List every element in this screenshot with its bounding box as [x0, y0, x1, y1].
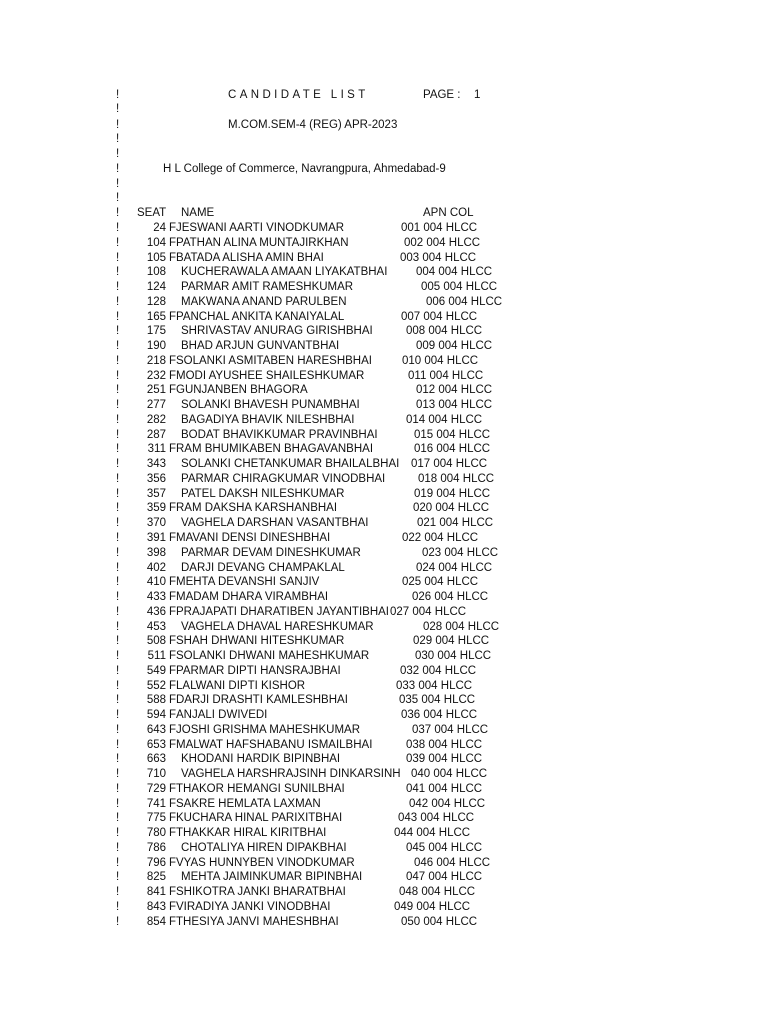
candidate-name: PARMAR DIPTI HANSRAJBHAI: [176, 664, 341, 677]
document-title: CANDIDATE LIST: [228, 89, 369, 101]
gender-marker: F: [169, 650, 177, 662]
candidate-name: KUCHARA HINAL PARIXITBHAI: [176, 812, 343, 825]
margin-mark: !: [116, 841, 120, 854]
apn-col-value: 015 004 HLCC: [414, 428, 491, 441]
apn-col-value: 011 004 HLCC: [408, 369, 484, 382]
margin-mark: !: [116, 103, 120, 115]
apn-col-value: 039 004 HLCC: [406, 753, 483, 766]
table-row: [0, 398, 768, 412]
gender-marker: F: [169, 251, 177, 264]
gender-marker: F: [169, 915, 177, 928]
apn-col-value: 030 004 HLCC: [415, 650, 492, 662]
margin-mark: !: [116, 738, 120, 751]
seat-number: 277: [146, 399, 166, 412]
candidate-name: MALWAT HAFSHABANU ISMAILBHAI: [176, 738, 373, 751]
candidate-name: DARJI DRASHTI KAMLESHBHAI: [176, 694, 348, 707]
candidate-name: SAKRE HEMLATA LAXMAN: [176, 797, 321, 810]
table-row: [0, 664, 768, 678]
candidate-name: THAKOR HEMANGI SUNILBHAI: [176, 782, 345, 795]
margin-mark: !: [116, 148, 120, 160]
gender-marker: F: [169, 354, 177, 367]
seat-number: 653: [146, 738, 166, 751]
candidate-name: BODAT BHAVIKKUMAR PRAVINBHAI: [181, 428, 378, 441]
table-row: [0, 324, 768, 338]
candidate-name: PATEL DAKSH NILESHKUMAR: [181, 487, 345, 500]
column-header-apn-col: APN COL: [423, 207, 474, 219]
table-row: [0, 339, 768, 353]
table-row: [0, 841, 768, 855]
margin-mark: !: [116, 325, 120, 338]
seat-number: 780: [146, 827, 166, 840]
seat-number: 218: [146, 354, 166, 367]
gender-marker: F: [169, 635, 177, 648]
apn-col-value: 042 004 HLCC: [409, 797, 486, 810]
candidate-name: PRAJAPATI DHARATIBEN JAYANTIBHAI: [176, 605, 389, 618]
table-row: [0, 900, 768, 914]
apn-col-value: 043 004 HLCC: [398, 812, 475, 825]
seat-number: 410: [146, 576, 166, 589]
seat-number: 357: [146, 487, 166, 500]
apn-col-value: 032 004 HLCC: [400, 664, 477, 677]
table-row: [0, 221, 768, 235]
apn-col-value: 007 004 HLCC: [401, 310, 478, 323]
gender-marker: F: [169, 591, 177, 603]
candidate-name: DARJI DEVANG CHAMPAKLAL: [181, 561, 345, 574]
margin-mark: !: [116, 458, 120, 471]
margin-mark: !: [116, 694, 120, 707]
margin-mark: !: [116, 192, 120, 204]
apn-col-value: 036 004 HLCC: [401, 709, 478, 722]
margin-mark: !: [116, 517, 120, 530]
margin-mark: !: [116, 472, 120, 485]
apn-col-value: 048 004 HLCC: [399, 886, 476, 899]
table-row: [0, 369, 768, 383]
table-row: [0, 251, 768, 265]
apn-col-value: 019 004 HLCC: [414, 487, 491, 500]
gender-marker: F: [169, 901, 177, 913]
gender-marker: F: [169, 532, 177, 544]
candidate-name: SOLANKI ASMITABEN HARESHBHAI: [176, 354, 372, 367]
seat-number: 552: [146, 679, 166, 692]
table-row: [0, 723, 768, 737]
seat-number: 343: [146, 458, 166, 471]
margin-mark: !: [116, 797, 120, 810]
table-row: [0, 620, 768, 634]
candidate-name: CHOTALIYA HIREN DIPAKBHAI: [181, 841, 347, 854]
seat-number: 402: [146, 561, 166, 574]
exam-name: M.COM.SEM-4 (REG) APR-2023: [228, 119, 398, 131]
margin-mark: !: [116, 723, 120, 736]
gender-marker: F: [169, 886, 177, 899]
apn-col-value: 010 004 HLCC: [402, 354, 479, 367]
apn-col-value: 041 004 HLCC: [406, 782, 483, 795]
candidate-name: MEHTA JAIMINKUMAR BIPINBHAI: [181, 871, 363, 884]
apn-col-value: 006 004 HLCC: [426, 295, 503, 308]
candidate-name: VIRADIYA JANKI VINODBHAI: [176, 901, 331, 913]
apn-col-value: 029 004 HLCC: [413, 635, 490, 648]
seat-number: 741: [146, 797, 166, 810]
candidate-name: VAGHELA DHAVAL HARESHKUMAR: [181, 620, 374, 633]
candidate-name: SHIKOTRA JANKI BHARATBHAI: [176, 886, 346, 899]
table-row: [0, 265, 768, 279]
table-row: [0, 428, 768, 442]
margin-mark: !: [116, 856, 120, 869]
apn-col-value: 002 004 HLCC: [404, 236, 481, 249]
candidate-name: SOLANKI DHWANI MAHESHKUMAR: [176, 650, 370, 662]
margin-mark: !: [116, 266, 120, 279]
apn-col-value: 001 004 HLCC: [401, 222, 478, 234]
margin-mark: !: [116, 428, 120, 441]
table-row: [0, 797, 768, 811]
seat-number: 775: [146, 812, 166, 825]
apn-col-value: 023 004 HLCC: [422, 546, 499, 559]
column-header-name: NAME: [181, 207, 215, 219]
candidate-name: SOLANKI CHETANKUMAR BHAILALBHAI: [181, 458, 400, 471]
candidate-name: PARMAR DEVAM DINESHKUMAR: [181, 546, 361, 559]
margin-mark: !: [116, 295, 120, 308]
apn-col-value: 040 004 HLCC: [411, 768, 488, 781]
gender-marker: F: [169, 797, 177, 810]
candidate-name: BAGADIYA BHAVIK NILESHBHAI: [181, 413, 355, 426]
candidate-name: RAM DAKSHA KARSHANBHAI: [176, 502, 338, 515]
candidate-name: VAGHELA HARSHRAJSINH DINKARSINH: [181, 768, 401, 781]
candidate-name: PANCHAL ANKITA KANAIYALAL: [176, 310, 345, 323]
table-row: [0, 708, 768, 722]
seat-number: 104: [146, 236, 166, 249]
candidate-name: THAKKAR HIRAL KIRITBHAI: [176, 827, 327, 840]
column-header-line: [0, 206, 768, 220]
apn-col-value: 012 004 HLCC: [416, 384, 493, 397]
column-header-seat: SEAT: [137, 207, 167, 219]
table-row: [0, 693, 768, 707]
gender-marker: F: [169, 605, 177, 618]
seat-number: 663: [146, 753, 166, 766]
seat-number: 854: [146, 915, 166, 928]
margin-mark: !: [116, 399, 120, 412]
seat-number: 251: [146, 384, 166, 397]
table-row: [0, 752, 768, 766]
seat-number: 370: [146, 517, 166, 530]
table-row: [0, 487, 768, 501]
college-name: H L College of Commerce, Navrangpura, Ahmedabad-9: [163, 163, 446, 175]
seat-number: 710: [146, 768, 166, 781]
apn-col-value: 022 004 HLCC: [402, 532, 479, 544]
page-label: PAGE :: [423, 89, 461, 101]
margin-mark: !: [116, 664, 120, 677]
table-row: [0, 811, 768, 825]
seat-number: 175: [146, 325, 166, 338]
apn-col-value: 050 004 HLCC: [401, 915, 478, 928]
seat-number: 232: [146, 369, 166, 382]
blank-line: [0, 102, 768, 116]
gender-marker: F: [169, 576, 177, 589]
gender-marker: F: [169, 679, 177, 692]
apn-col-value: 016 004 HLCC: [414, 443, 491, 456]
margin-mark: !: [116, 369, 120, 382]
candidate-name: MODI AYUSHEE SHAILESHKUMAR: [176, 369, 365, 382]
apn-col-value: 008 004 HLCC: [406, 325, 483, 338]
gender-marker: F: [169, 694, 177, 707]
gender-marker: F: [169, 384, 177, 397]
apn-col-value: 026 004 HLCC: [412, 591, 489, 603]
seat-number: 359: [146, 502, 166, 515]
candidate-name: JESWANI AARTI VINODKUMAR: [176, 222, 345, 234]
apn-col-value: 020 004 HLCC: [413, 502, 490, 515]
table-row: [0, 605, 768, 619]
seat-number: 24: [153, 222, 166, 234]
apn-col-value: 033 004 HLCC: [396, 679, 473, 692]
margin-mark: !: [116, 502, 120, 515]
gender-marker: F: [169, 723, 177, 736]
apn-col-value: 018 004 HLCC: [418, 472, 495, 485]
margin-mark: !: [116, 561, 120, 574]
apn-col-value: 014 004 HLCC: [406, 413, 483, 426]
gender-marker: F: [169, 782, 177, 795]
gender-marker: F: [169, 738, 177, 751]
seat-number: 356: [146, 472, 166, 485]
margin-mark: !: [116, 340, 120, 353]
seat-number: 108: [146, 266, 166, 279]
margin-mark: !: [116, 768, 120, 781]
seat-number: 128: [146, 295, 166, 308]
margin-mark: !: [116, 310, 120, 323]
seat-number: 287: [146, 428, 166, 441]
table-row: [0, 575, 768, 589]
margin-mark: !: [116, 605, 120, 618]
apn-col-value: 035 004 HLCC: [399, 694, 476, 707]
seat-number: 843: [146, 901, 166, 913]
header-title-line: [0, 88, 768, 102]
margin-mark: !: [116, 222, 120, 234]
exam-line: [0, 118, 768, 132]
table-row: [0, 856, 768, 870]
blank-line: [0, 147, 768, 161]
candidate-name: RAM BHUMIKABEN BHAGAVANBHAI: [176, 443, 374, 456]
gender-marker: F: [169, 236, 177, 249]
gender-marker: F: [169, 812, 177, 825]
margin-mark: !: [116, 709, 120, 722]
apn-col-value: 009 004 HLCC: [416, 340, 493, 353]
apn-col-value: 045 004 HLCC: [406, 841, 483, 854]
margin-mark: !: [116, 915, 120, 928]
apn-col-value: 046 004 HLCC: [414, 856, 491, 869]
seat-number: 391: [146, 532, 166, 544]
apn-col-value: 038 004 HLCC: [406, 738, 483, 751]
margin-mark: !: [116, 901, 120, 913]
seat-number: 433: [146, 591, 166, 603]
candidate-name: BATADA ALISHA AMIN BHAI: [176, 251, 324, 264]
table-row: [0, 782, 768, 796]
gender-marker: F: [169, 709, 177, 722]
candidate-name: PARMAR AMIT RAMESHKUMAR: [181, 281, 354, 293]
candidate-name: KUCHERAWALA AMAAN LIYAKATBHAI: [181, 266, 388, 279]
candidate-name: MEHTA DEVANSHI SANJIV: [176, 576, 320, 589]
margin-mark: !: [116, 532, 120, 544]
apn-col-value: 027 004 HLCC: [390, 605, 467, 618]
margin-mark: !: [116, 384, 120, 397]
candidate-name: MAVANI DENSI DINESHBHAI: [176, 532, 331, 544]
candidate-name: MADAM DHARA VIRAMBHAI: [176, 591, 329, 603]
table-row: [0, 915, 768, 929]
seat-number: 190: [146, 340, 166, 353]
candidate-name: PATHAN ALINA MUNTAJIRKHAN: [176, 236, 349, 249]
table-row: [0, 413, 768, 427]
table-row: [0, 546, 768, 560]
table-row: [0, 634, 768, 648]
table-row: [0, 310, 768, 324]
gender-marker: F: [169, 856, 177, 869]
margin-mark: !: [116, 753, 120, 766]
gender-marker: F: [169, 502, 177, 515]
margin-mark: !: [116, 207, 120, 219]
margin-mark: !: [116, 119, 120, 131]
seat-number: 729: [146, 782, 166, 795]
gender-marker: F: [169, 222, 177, 234]
blank-line: [0, 177, 768, 191]
margin-mark: !: [116, 635, 120, 648]
table-row: [0, 738, 768, 752]
candidate-name: MAKWANA ANAND PARULBEN: [181, 295, 347, 308]
table-row: [0, 679, 768, 693]
seat-number: 311: [147, 443, 166, 456]
table-row: [0, 457, 768, 471]
seat-number: 511: [147, 650, 166, 662]
margin-mark: !: [116, 133, 120, 145]
table-row: [0, 236, 768, 250]
apn-col-value: 047 004 HLCC: [406, 871, 483, 884]
margin-mark: !: [116, 413, 120, 426]
gender-marker: F: [169, 369, 177, 382]
seat-number: 841: [146, 886, 166, 899]
table-row: [0, 516, 768, 530]
seat-number: 643: [146, 723, 166, 736]
table-row: [0, 280, 768, 294]
margin-mark: !: [116, 163, 120, 175]
gender-marker: F: [169, 827, 177, 840]
table-row: [0, 383, 768, 397]
table-row: [0, 531, 768, 545]
table-row: [0, 561, 768, 575]
margin-mark: !: [116, 812, 120, 825]
apn-col-value: 024 004 HLCC: [416, 561, 493, 574]
candidate-name: JOSHI GRISHMA MAHESHKUMAR: [176, 723, 361, 736]
seat-number: 282: [146, 413, 166, 426]
candidate-name: ANJALI DWIVEDI: [176, 709, 268, 722]
margin-mark: !: [116, 546, 120, 559]
blank-line: [0, 191, 768, 205]
margin-mark: !: [116, 236, 120, 249]
blank-line: [0, 132, 768, 146]
margin-mark: !: [116, 782, 120, 795]
apn-col-value: 017 004 HLCC: [411, 458, 488, 471]
margin-mark: !: [116, 827, 120, 840]
margin-mark: !: [116, 178, 120, 190]
margin-mark: !: [116, 591, 120, 603]
candidate-name: KHODANI HARDIK BIPINBHAI: [181, 753, 341, 766]
apn-col-value: 044 004 HLCC: [394, 827, 471, 840]
college-line: [0, 162, 768, 176]
table-row: [0, 501, 768, 515]
seat-number: 588: [146, 694, 166, 707]
table-row: [0, 767, 768, 781]
candidate-name: SOLANKI BHAVESH PUNAMBHAI: [181, 399, 360, 412]
table-row: [0, 590, 768, 604]
margin-mark: !: [116, 487, 120, 500]
apn-col-value: 021 004 HLCC: [417, 517, 494, 530]
seat-number: 124: [146, 281, 166, 293]
table-row: [0, 885, 768, 899]
apn-col-value: 025 004 HLCC: [402, 576, 479, 589]
seat-number: 165: [146, 310, 166, 323]
candidate-name: SHRIVASTAV ANURAG GIRISHBHAI: [181, 325, 373, 338]
margin-mark: !: [116, 679, 120, 692]
table-row: [0, 442, 768, 456]
seat-number: 594: [146, 709, 166, 722]
apn-col-value: 005 004 HLCC: [421, 281, 498, 293]
apn-col-value: 037 004 HLCC: [412, 723, 489, 736]
candidate-name: LALWANI DIPTI KISHOR: [176, 679, 306, 692]
margin-mark: !: [116, 443, 120, 456]
candidate-name: SHAH DHWANI HITESHKUMAR: [176, 635, 345, 648]
gender-marker: F: [169, 664, 177, 677]
seat-number: 436: [146, 605, 166, 618]
seat-number: 796: [146, 856, 166, 869]
table-row: [0, 870, 768, 884]
margin-mark: !: [116, 650, 120, 662]
apn-col-value: 003 004 HLCC: [400, 251, 477, 264]
margin-mark: !: [116, 251, 120, 264]
margin-mark: !: [116, 354, 120, 367]
margin-mark: !: [116, 576, 120, 589]
page-number: 1: [474, 89, 481, 101]
table-row: [0, 295, 768, 309]
candidate-name: THESIYA JANVI MAHESHBHAI: [176, 915, 339, 928]
margin-mark: !: [116, 89, 120, 101]
table-row: [0, 472, 768, 486]
seat-number: 549: [146, 664, 166, 677]
seat-number: 508: [146, 635, 166, 648]
table-row: [0, 649, 768, 663]
margin-mark: !: [116, 886, 120, 899]
seat-number: 453: [146, 620, 166, 633]
gender-marker: F: [169, 443, 177, 456]
candidate-name: VAGHELA DARSHAN VASANTBHAI: [181, 517, 369, 530]
apn-col-value: 013 004 HLCC: [416, 399, 493, 412]
candidate-name: PARMAR CHIRAGKUMAR VINODBHAI: [181, 472, 386, 485]
candidate-name: GUNJANBEN BHAGORA: [176, 384, 308, 397]
seat-number: 398: [146, 546, 166, 559]
apn-col-value: 004 004 HLCC: [416, 266, 493, 279]
margin-mark: !: [116, 871, 120, 884]
margin-mark: !: [116, 281, 120, 293]
seat-number: 786: [146, 841, 166, 854]
candidate-name: BHAD ARJUN GUNVANTBHAI: [181, 340, 340, 353]
margin-mark: !: [116, 620, 120, 633]
apn-col-value: 028 004 HLCC: [423, 620, 500, 633]
apn-col-value: 049 004 HLCC: [394, 901, 471, 913]
seat-number: 825: [146, 871, 166, 884]
table-row: [0, 826, 768, 840]
seat-number: 105: [146, 251, 166, 264]
candidate-name: VYAS HUNNYBEN VINODKUMAR: [176, 856, 355, 869]
table-row: [0, 354, 768, 368]
gender-marker: F: [169, 310, 177, 323]
